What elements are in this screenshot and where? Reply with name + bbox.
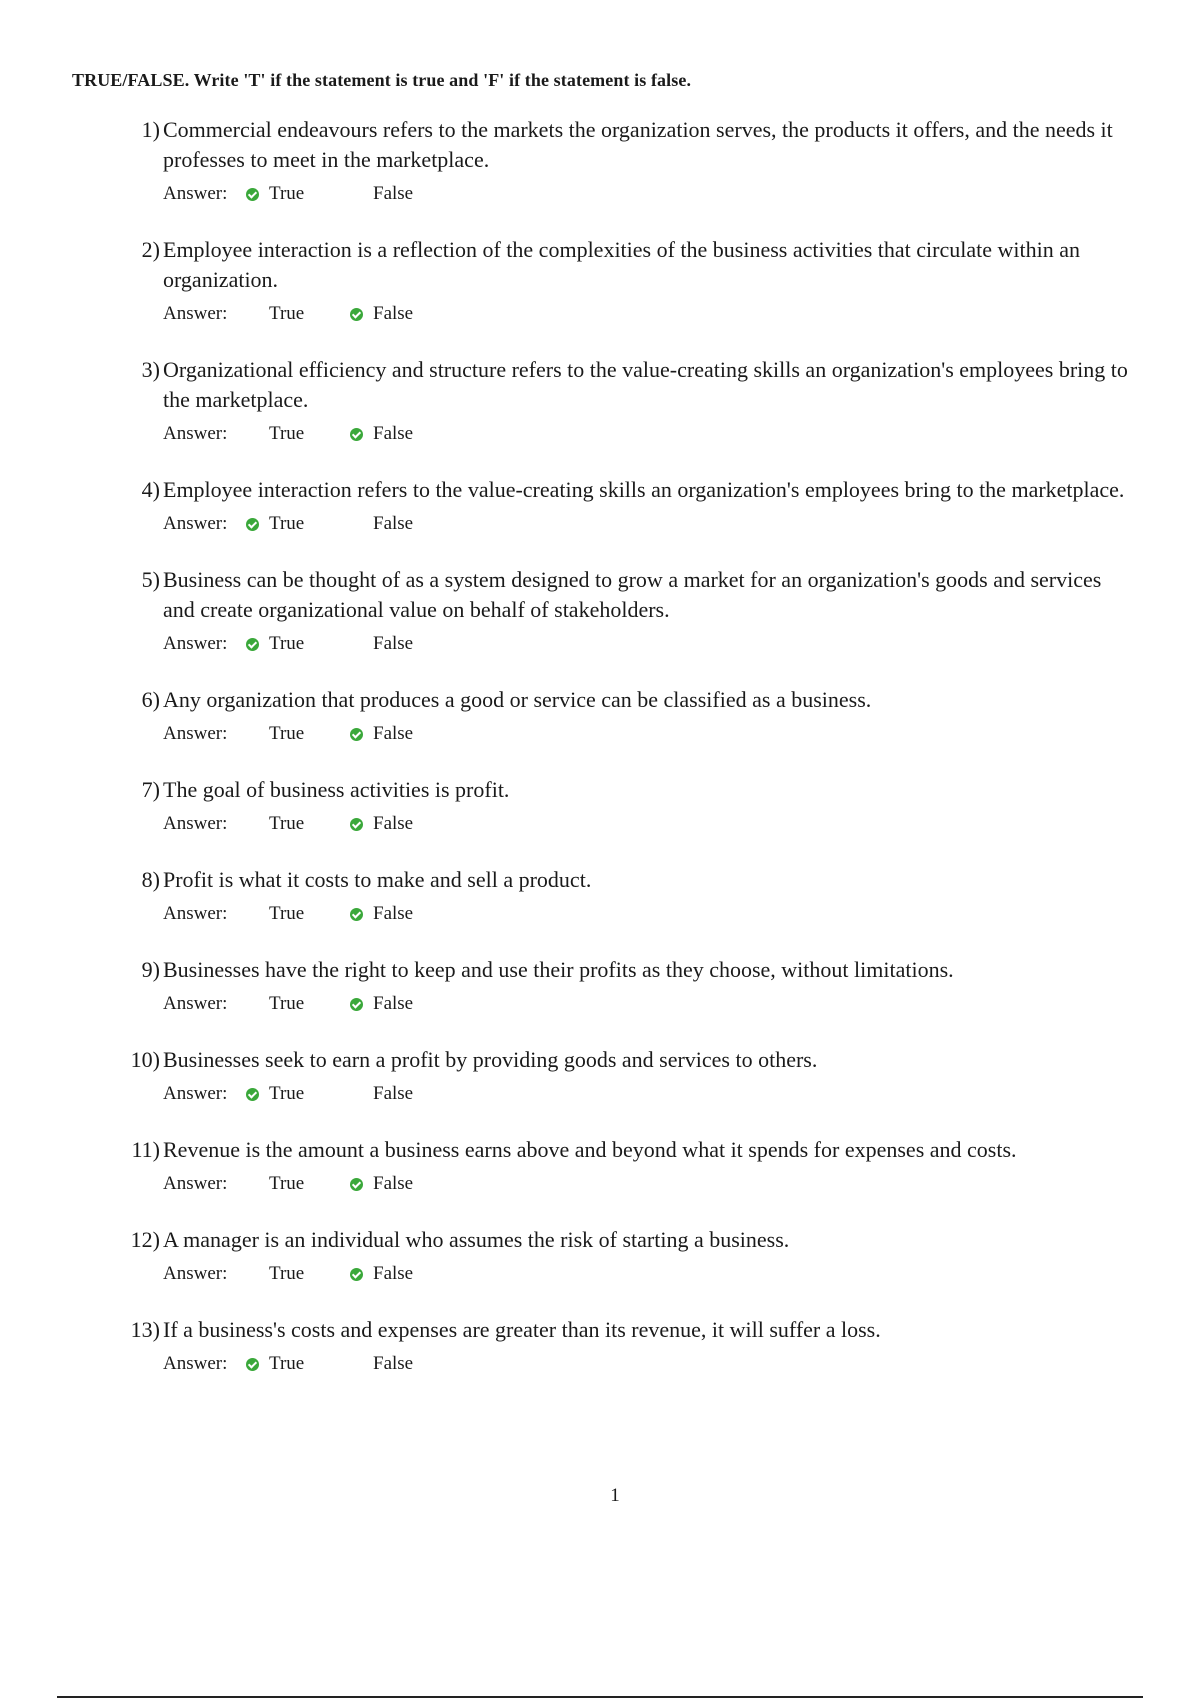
question-text: Businesses have the right to keep and use their profits as they choose, without limitations. — [163, 957, 954, 982]
question-list — [0, 115, 1200, 1405]
answer-row — [163, 719, 1133, 749]
question-item — [0, 1315, 1133, 1379]
check-icon-true — [246, 1358, 259, 1371]
option-false[interactable]: False — [373, 903, 414, 924]
option-false[interactable]: False — [373, 1083, 414, 1104]
check-icon-false — [350, 1178, 363, 1191]
question-item — [0, 115, 1133, 209]
question-item — [0, 1135, 1133, 1199]
question-item — [0, 685, 1133, 749]
answer-label: Answer: — [163, 723, 228, 744]
option-true[interactable]: True — [269, 1353, 305, 1374]
option-true[interactable]: True — [269, 303, 305, 324]
question-number: 10) — [130, 1047, 160, 1072]
answer-row — [163, 509, 1133, 539]
question-text: If a business's costs and expenses are greater than its revenue, it will suffer a loss. — [163, 1317, 881, 1342]
answer-label: Answer: — [163, 1263, 228, 1284]
answer-row — [163, 299, 1133, 329]
question-number: 2) — [141, 237, 160, 262]
option-false[interactable]: False — [373, 723, 414, 744]
answer-label: Answer: — [163, 423, 228, 444]
page-number: 1 — [610, 1485, 620, 1506]
option-false[interactable]: False — [373, 993, 414, 1014]
answer-row — [163, 899, 1133, 929]
option-false[interactable]: False — [373, 513, 414, 534]
answer-label: Answer: — [163, 183, 228, 204]
option-false[interactable]: False — [373, 303, 414, 324]
question-number: 4) — [141, 477, 160, 502]
question-item — [0, 1225, 1133, 1289]
check-icon-true — [246, 518, 259, 531]
option-false[interactable]: False — [373, 423, 414, 444]
answer-label: Answer: — [163, 303, 228, 324]
question-text: Employee interaction refers to the value-creating skills an organization's employees bring to the marketplace. — [163, 477, 1125, 502]
question-text: Business can be thought of as a system designed to grow a market for an organization's goods and services and create organizational value on behalf of stakeholders. — [163, 567, 1102, 622]
answer-row — [163, 419, 1133, 449]
option-true[interactable]: True — [269, 723, 305, 744]
answer-row — [163, 1259, 1133, 1289]
option-false[interactable]: False — [373, 633, 414, 654]
option-false[interactable]: False — [373, 183, 414, 204]
answer-row — [163, 1079, 1133, 1109]
question-number: 12) — [130, 1227, 160, 1252]
question-item — [0, 1045, 1133, 1109]
check-icon-true — [246, 638, 259, 651]
question-number: 1) — [141, 117, 160, 142]
answer-label: Answer: — [163, 513, 228, 534]
check-icon-true — [246, 1088, 259, 1101]
answer-label: Answer: — [163, 633, 228, 654]
answer-label: Answer: — [163, 1173, 228, 1194]
answer-label: Answer: — [163, 813, 228, 834]
question-item — [0, 355, 1133, 449]
check-icon-false — [350, 1268, 363, 1281]
answer-row — [163, 989, 1133, 1019]
question-number: 5) — [141, 567, 160, 592]
option-true[interactable]: True — [269, 513, 305, 534]
question-number: 13) — [130, 1317, 160, 1342]
option-false[interactable]: False — [373, 1353, 414, 1374]
question-number: 8) — [141, 867, 160, 892]
option-true[interactable]: True — [269, 1263, 305, 1284]
instructions-heading: TRUE/FALSE. Write 'T' if the statement is true and 'F' if the statement is false. — [72, 70, 692, 90]
question-number: 3) — [141, 357, 160, 382]
option-false[interactable]: False — [373, 813, 414, 834]
question-number: 9) — [141, 957, 160, 982]
question-text: A manager is an individual who assumes the risk of starting a business. — [163, 1227, 790, 1252]
question-item — [0, 235, 1133, 329]
option-true[interactable]: True — [269, 1173, 305, 1194]
answer-row — [163, 179, 1133, 209]
question-item — [0, 865, 1133, 929]
option-true[interactable]: True — [269, 993, 305, 1014]
question-item — [0, 565, 1133, 659]
check-icon-false — [350, 908, 363, 921]
question-text: Profit is what it costs to make and sell a product. — [163, 867, 592, 892]
check-icon-false — [350, 998, 363, 1011]
question-text: Businesses seek to earn a profit by providing goods and services to others. — [163, 1047, 818, 1072]
bottom-rule — [57, 1696, 1143, 1698]
answer-row — [163, 1169, 1133, 1199]
question-item — [0, 955, 1133, 1019]
question-text: Organizational efficiency and structure refers to the value-creating skills an organization's employees bring to the marketplace. — [163, 357, 1128, 412]
question-number: 11) — [131, 1137, 160, 1162]
question-text: The goal of business activities is profit. — [163, 777, 510, 802]
check-icon-false — [350, 428, 363, 441]
option-true[interactable]: True — [269, 1083, 305, 1104]
question-text: Revenue is the amount a business earns above and beyond what it spends for expenses and costs. — [163, 1137, 1017, 1162]
answer-row — [163, 1349, 1133, 1379]
answer-label: Answer: — [163, 903, 228, 924]
answer-label: Answer: — [163, 993, 228, 1014]
option-false[interactable]: False — [373, 1173, 414, 1194]
question-text: Commercial endeavours refers to the markets the organization serves, the products it offers, and the needs it professes to meet in the marketplace. — [163, 117, 1113, 172]
option-true[interactable]: True — [269, 183, 305, 204]
answer-row — [163, 809, 1133, 839]
option-true[interactable]: True — [269, 813, 305, 834]
check-icon-false — [350, 728, 363, 741]
answer-row — [163, 629, 1133, 659]
answer-label: Answer: — [163, 1353, 228, 1374]
question-number: 6) — [141, 687, 160, 712]
option-false[interactable]: False — [373, 1263, 414, 1284]
question-text: Any organization that produces a good or service can be classified as a business. — [163, 687, 872, 712]
check-icon-true — [246, 188, 259, 201]
question-number: 7) — [141, 777, 160, 802]
check-icon-false — [350, 818, 363, 831]
check-icon-false — [350, 308, 363, 321]
answer-label: Answer: — [163, 1083, 228, 1104]
question-item — [0, 475, 1133, 539]
question-item — [0, 775, 1133, 839]
question-text: Employee interaction is a reflection of the complexities of the business activities that circulate within an organization. — [163, 237, 1080, 292]
option-true[interactable]: True — [269, 423, 305, 444]
option-true[interactable]: True — [269, 903, 305, 924]
option-true[interactable]: True — [269, 633, 305, 654]
